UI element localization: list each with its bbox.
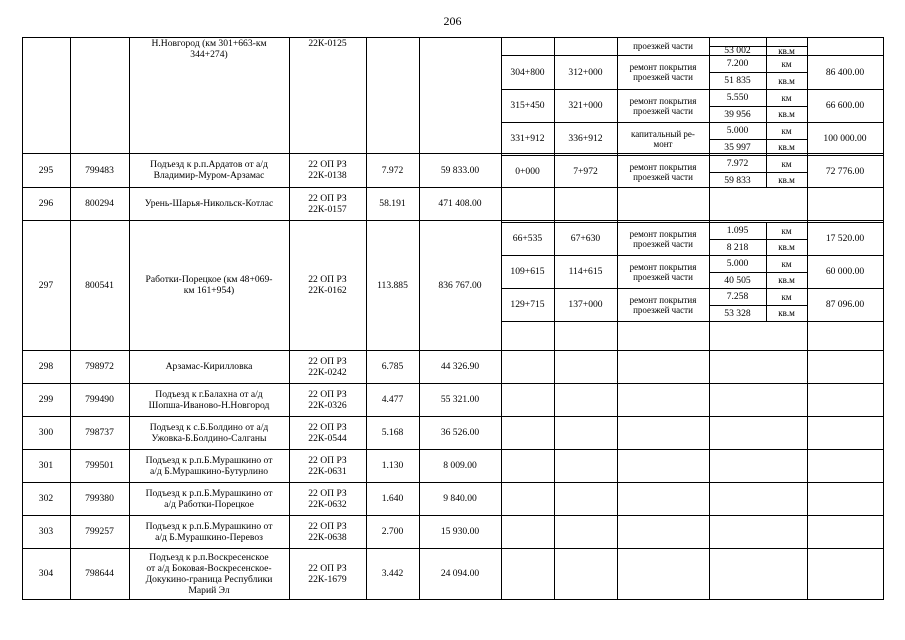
road-length: 5.168: [381, 427, 404, 438]
row-number: 297: [38, 279, 54, 291]
section-end: 114+615: [568, 266, 603, 277]
road-code: 22К-0125: [308, 38, 347, 49]
work-cost: 100 000.00: [823, 133, 867, 144]
volume-area: 39 956: [724, 108, 751, 120]
road-sum: 44 326.90: [440, 361, 480, 372]
road-id: 798737: [85, 427, 114, 438]
work-type: капитальный ре- монт: [631, 128, 695, 149]
table-rule: [554, 449, 555, 482]
work-type: проезжей части: [633, 41, 693, 51]
table-rule: [554, 187, 555, 220]
table-rule: [554, 548, 555, 599]
road-name: Подъезд к р.п.Б.Мурашкино от а/д Б.Мурашкино-Бутурлино: [145, 454, 273, 477]
road-name: Урень-Шарья-Никольск-Котлас: [144, 198, 274, 209]
work-type: ремонт покрытия проезжей части: [629, 95, 697, 116]
table-rule: [807, 449, 808, 482]
volume-area: 35 997: [724, 141, 751, 153]
page-number: 206: [443, 14, 462, 28]
road-name: Подъезд к р.п.Б.Мурашкино от а/д Б.Мурашкино-Перевоз: [145, 520, 273, 543]
volume-area: 8 218: [726, 241, 749, 253]
table-rule: [554, 482, 555, 515]
table-rule: [554, 383, 555, 416]
section-start: 0+000: [515, 166, 540, 177]
work-cost: 87 096.00: [825, 299, 865, 310]
volume-area: 59 833: [724, 174, 751, 186]
unit-km: км: [781, 92, 792, 103]
road-length: 4.477: [381, 394, 404, 405]
table-rule: [617, 416, 618, 449]
work-cost: 60 000.00: [825, 266, 865, 277]
volume-km: 5.000: [726, 125, 749, 136]
volume-km: 5.000: [726, 258, 749, 269]
table-rule: [554, 350, 555, 383]
table-rule: [807, 187, 808, 220]
table-rule: [807, 383, 808, 416]
road-sum: 59 833.00: [440, 164, 480, 176]
road-name: Н.Новгород (км 301+663-км 344+274): [151, 38, 267, 60]
road-id: 799257: [85, 526, 114, 537]
road-length: 6.785: [381, 361, 404, 372]
road-id: 799501: [85, 460, 114, 471]
road-id: 798972: [85, 361, 114, 372]
road-name: Подъезд к с.Б.Болдино от а/д Ужовка-Б.Болдино-Салганы: [149, 421, 269, 444]
table-rule: [709, 350, 710, 383]
unit-km: км: [781, 125, 792, 136]
road-length: 1.640: [381, 493, 404, 504]
section-end: 336+912: [568, 133, 603, 144]
unit-area: кв.м: [778, 175, 795, 185]
road-name: Подъезд к г.Балахна от а/д Шопша-Иваново-Н.Новгород: [148, 388, 270, 411]
row-number: 298: [38, 361, 54, 372]
road-length: 1.130: [381, 460, 404, 471]
road-id: 799490: [85, 394, 114, 405]
road-sum: 15 930.00: [440, 526, 480, 537]
table-rule: [617, 515, 618, 548]
unit-area: кв.м: [778, 75, 795, 86]
section-start: 315+450: [510, 100, 545, 111]
volume-km: 7.972: [726, 158, 749, 169]
row-number: 299: [38, 394, 54, 405]
road-sum: 8 009.00: [443, 460, 477, 471]
table-rule: [709, 482, 710, 515]
work-cost: 86 400.00: [825, 66, 865, 78]
road-code: 22 ОП РЗ 22К-0326: [308, 388, 347, 411]
volume-km: [709, 37, 766, 46]
work-type: ремонт покрытия проезжей части: [629, 294, 697, 315]
road-name: Арзамас-Кирилловка: [165, 361, 253, 372]
work-type: ремонт покрытия проезжей части: [629, 261, 697, 282]
table-rule: [617, 383, 618, 416]
road-length: 113.885: [377, 279, 408, 291]
road-name: Подъезд к р.п.Воскресенское от а/д Боковая-Воскресенское- Докукино-граница Республики Марий Эл: [145, 551, 273, 596]
road-sum: 471 408.00: [438, 198, 482, 209]
work-type: ремонт покрытия проезжей части: [629, 62, 697, 82]
road-length: 3.442: [381, 568, 404, 579]
unit-km: км: [781, 291, 792, 302]
unit-area: кв.м: [778, 46, 795, 55]
table-rule: [617, 548, 618, 599]
unit-km: [766, 37, 807, 46]
table-rule: [709, 383, 710, 416]
road-code: 22 ОП РЗ 22К-0638: [308, 520, 347, 543]
section-start: 331+912: [510, 133, 545, 144]
road-id: [70, 37, 129, 153]
table-rule: [617, 350, 618, 383]
table-rule: [617, 449, 618, 482]
table-rule: [709, 515, 710, 548]
table-rule: [501, 321, 883, 322]
table-rule: [554, 416, 555, 449]
row-number: [22, 37, 70, 153]
work-type: ремонт покрытия проезжей части: [629, 228, 697, 249]
table-rule: [807, 416, 808, 449]
road-name: Подъезд к р.п.Ардатов от а/д Владимир-Муром-Арзамас: [150, 159, 268, 181]
volume-km: 7.200: [726, 58, 749, 69]
road-name: Подъезд к р.п.Б.Мурашкино от а/д Работки-Порецкое: [145, 487, 273, 510]
road-length: 7.972: [381, 164, 404, 176]
unit-km: км: [781, 58, 792, 69]
table-rule: [807, 350, 808, 383]
table-rule: [709, 187, 710, 220]
table-rule: [617, 187, 618, 220]
table-rule: [807, 515, 808, 548]
table-rule: [617, 482, 618, 515]
volume-km: 1.095: [726, 225, 749, 236]
road-name: Работки-Порецкое (км 48+069- км 161+954): [145, 274, 273, 296]
road-sum: 55 321.00: [440, 394, 480, 405]
row-number: 302: [38, 493, 54, 504]
road-id: 800294: [85, 198, 114, 209]
volume-area: 53 328: [724, 307, 751, 319]
work-cost: [807, 37, 883, 55]
work-cost: 66 600.00: [825, 100, 865, 111]
road-sum: [419, 37, 501, 153]
road-length: [366, 37, 419, 153]
work-cost: 72 776.00: [825, 166, 865, 177]
table-rule: [554, 515, 555, 548]
road-id: 800541: [85, 279, 114, 291]
road-code: 22 ОП РЗ 22К-0242: [308, 355, 347, 378]
section-end: 7+972: [573, 166, 598, 177]
road-code: 22 ОП РЗ 22К-0138: [308, 159, 347, 181]
road-id: 799483: [85, 164, 114, 176]
section-start: 304+800: [510, 66, 545, 78]
row-number: 304: [38, 568, 54, 579]
table-rule: [709, 548, 710, 599]
section-start: 129+715: [510, 299, 545, 310]
road-code: 22 ОП РЗ 22К-0632: [308, 487, 347, 510]
work-type: ремонт покрытия проезжей части: [629, 161, 697, 182]
row-number: 301: [38, 460, 54, 471]
road-sum: 24 094.00: [440, 568, 480, 579]
road-code: 22 ОП РЗ 22К-0631: [308, 454, 347, 477]
road-code: 22 ОП РЗ 22К-1679: [308, 562, 347, 585]
road-code: 22 ОП РЗ 22К-0162: [308, 274, 347, 296]
unit-km: км: [781, 225, 792, 236]
unit-area: кв.м: [778, 242, 795, 252]
unit-area: кв.м: [778, 142, 795, 152]
road-sum: 9 840.00: [443, 493, 477, 504]
road-code: 22 ОП РЗ 22К-0544: [308, 421, 347, 444]
unit-area: кв.м: [778, 275, 795, 285]
row-number: 300: [38, 427, 54, 438]
volume-km: 5.550: [726, 92, 749, 103]
section-end: 137+000: [568, 299, 603, 310]
unit-area: кв.м: [778, 308, 795, 318]
table-rule: [709, 449, 710, 482]
road-id: 798644: [85, 568, 114, 579]
table-rule: [807, 548, 808, 599]
row-number: 295: [38, 164, 54, 176]
section-end: [554, 37, 617, 55]
section-start: 66+535: [512, 233, 543, 244]
volume-area: 40 505: [724, 274, 751, 286]
section-end: 312+000: [568, 66, 603, 78]
section-start: [501, 37, 554, 55]
row-number: 296: [38, 198, 54, 209]
section-end: 321+000: [568, 100, 603, 111]
unit-km: км: [781, 258, 792, 269]
section-start: 109+615: [510, 266, 545, 277]
road-sum: 836 767.00: [438, 279, 482, 291]
unit-km: км: [781, 158, 792, 169]
work-cost: 17 520.00: [825, 233, 865, 244]
volume-area: 51 835: [724, 75, 751, 86]
section-end: 67+630: [570, 233, 601, 244]
volume-km: 7.258: [726, 291, 749, 302]
table-rule: [709, 416, 710, 449]
road-code: 22 ОП РЗ 22К-0157: [308, 192, 347, 215]
table-rule: [807, 482, 808, 515]
road-sum: 36 526.00: [440, 427, 480, 438]
road-length: 2.700: [381, 526, 404, 537]
volume-area: 53 002: [724, 46, 751, 55]
road-length: 58.191: [379, 198, 406, 209]
row-number: 303: [38, 526, 54, 537]
road-id: 799380: [85, 493, 114, 504]
unit-area: кв.м: [778, 109, 795, 119]
table-rule: [22, 599, 884, 600]
